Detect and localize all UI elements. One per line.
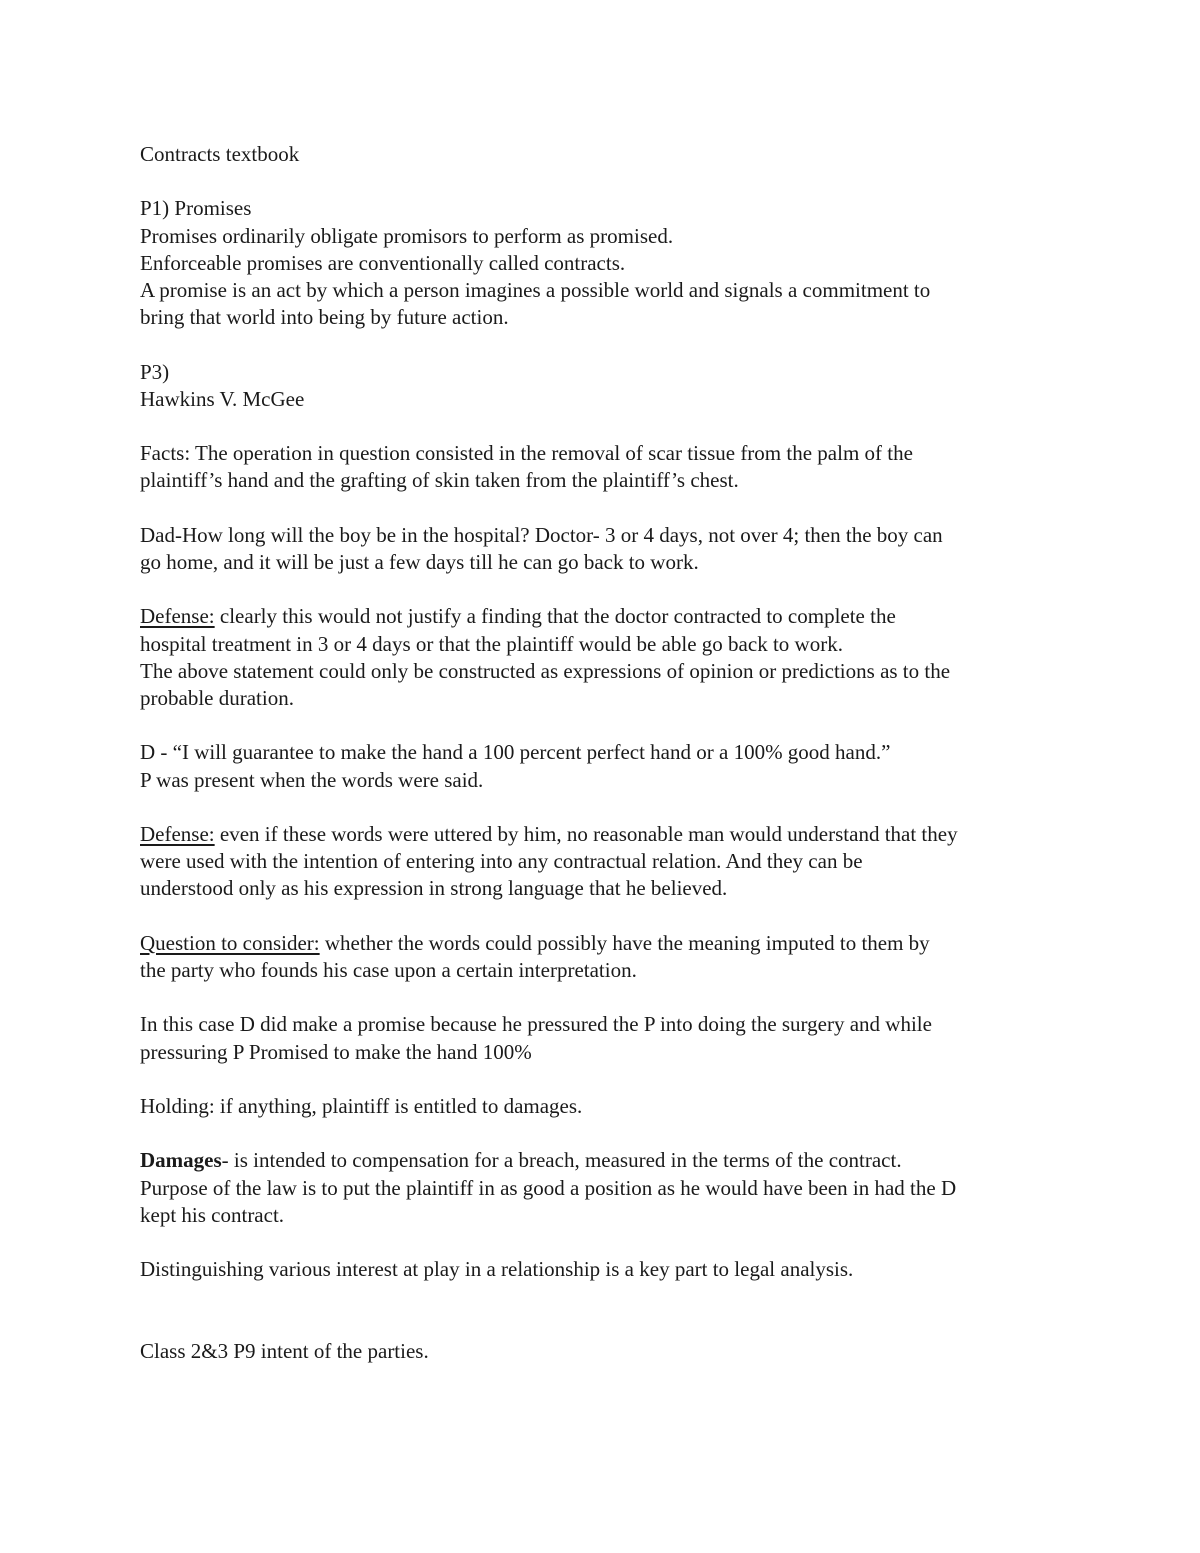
defense-text: even if these words were uttered by him, no reasonable man would understand that they <box>214 821 958 846</box>
defense-paragraph-2 <box>140 821 1070 848</box>
blank-line <box>140 168 1070 195</box>
promise-note-line: pressuring P Promised to make the hand 100% <box>140 1039 532 1064</box>
question-label: Question to consider: <box>140 930 320 955</box>
damages-paragraph <box>140 1147 1070 1174</box>
dialogue-line: go home, and it will be just a few days till he can go back to work. <box>140 549 699 574</box>
defense-label: Defense: <box>140 604 215 629</box>
guarantee-quote: D - “I will guarantee to make the hand a 100 percent perfect hand or a 100% good hand.” <box>140 740 891 765</box>
body-line: understood only as his expression in strong language that he believed. <box>140 876 728 901</box>
facts-line: Facts: The operation in question consisted in the removal of scar tissue from the palm of the <box>140 441 913 466</box>
blank-line <box>140 903 1070 930</box>
body-line: hospital treatment in 3 or 4 days or that the plaintiff would be able go back to work. <box>140 631 843 656</box>
body-line: A promise is an act by which a person imagines a possible world and signals a commitment to <box>140 278 931 302</box>
body-line: probable duration. <box>140 685 294 710</box>
distinguishing-note: Distinguishing various interest at play in a relationship is a key part to legal analysis. <box>140 1257 854 1282</box>
defense-text: clearly this would not justify a finding that the doctor contracted to complete the <box>214 604 896 629</box>
blank-line <box>140 576 1070 603</box>
blank-line <box>140 1311 1070 1338</box>
holding: Holding: if anything, plaintiff is entitled to damages. <box>140 1093 583 1118</box>
body-line: were used with the intention of entering into any contractual relation. And they can be <box>140 849 863 874</box>
document-title: Contracts textbook <box>140 142 300 166</box>
blank-line <box>140 1066 1070 1093</box>
blank-line <box>140 331 1070 358</box>
blank-line <box>140 1120 1070 1147</box>
blank-line <box>140 1229 1070 1256</box>
blank-line <box>140 984 1070 1011</box>
body-line: kept his contract. <box>140 1202 285 1227</box>
body-line: The above statement could only be constructed as expressions of opinion or predictions as to the <box>140 658 951 683</box>
body-line: Promises ordinarily obligate promisors to perform as promised. <box>140 223 674 248</box>
body-line: Enforceable promises are conventionally called contracts. <box>140 250 626 275</box>
promise-note-line: In this case D did make a promise because he pressured the P into doing the surgery and while <box>140 1012 932 1037</box>
class-note: Class 2&3 P9 intent of the parties. <box>140 1338 429 1363</box>
body-line: P was present when the words were said. <box>140 767 484 792</box>
defense-paragraph-1 <box>140 603 1070 630</box>
blank-line <box>140 794 1070 821</box>
document-page <box>140 141 1070 1365</box>
case-name: Hawkins V. McGee <box>140 386 305 411</box>
body-line: the party who founds his case upon a certain interpretation. <box>140 957 637 982</box>
blank-line <box>140 495 1070 522</box>
question-text: whether the words could possibly have the meaning imputed to them by <box>319 930 930 955</box>
blank-line <box>140 1283 1070 1310</box>
section-heading-p3: P3) <box>140 359 170 384</box>
blank-line <box>140 413 1070 440</box>
body-line: Purpose of the law is to put the plaintiff in as good a position as he would have been in had the D <box>140 1175 957 1200</box>
blank-line <box>140 712 1070 739</box>
section-heading-p1: P1) Promises <box>140 196 252 221</box>
facts-line: plaintiff’s hand and the grafting of skin taken from the plaintiff’s chest. <box>140 468 739 493</box>
body-line: bring that world into being by future action. <box>140 305 509 330</box>
defense-label: Defense: <box>140 821 215 846</box>
damages-text: - is intended to compensation for a breach, measured in the terms of the contract. <box>221 1148 902 1173</box>
dialogue-line: Dad-How long will the boy be in the hospital? Doctor- 3 or 4 days, not over 4; then the boy can <box>140 522 943 547</box>
question-paragraph <box>140 930 1070 957</box>
damages-label: Damages <box>140 1148 222 1173</box>
